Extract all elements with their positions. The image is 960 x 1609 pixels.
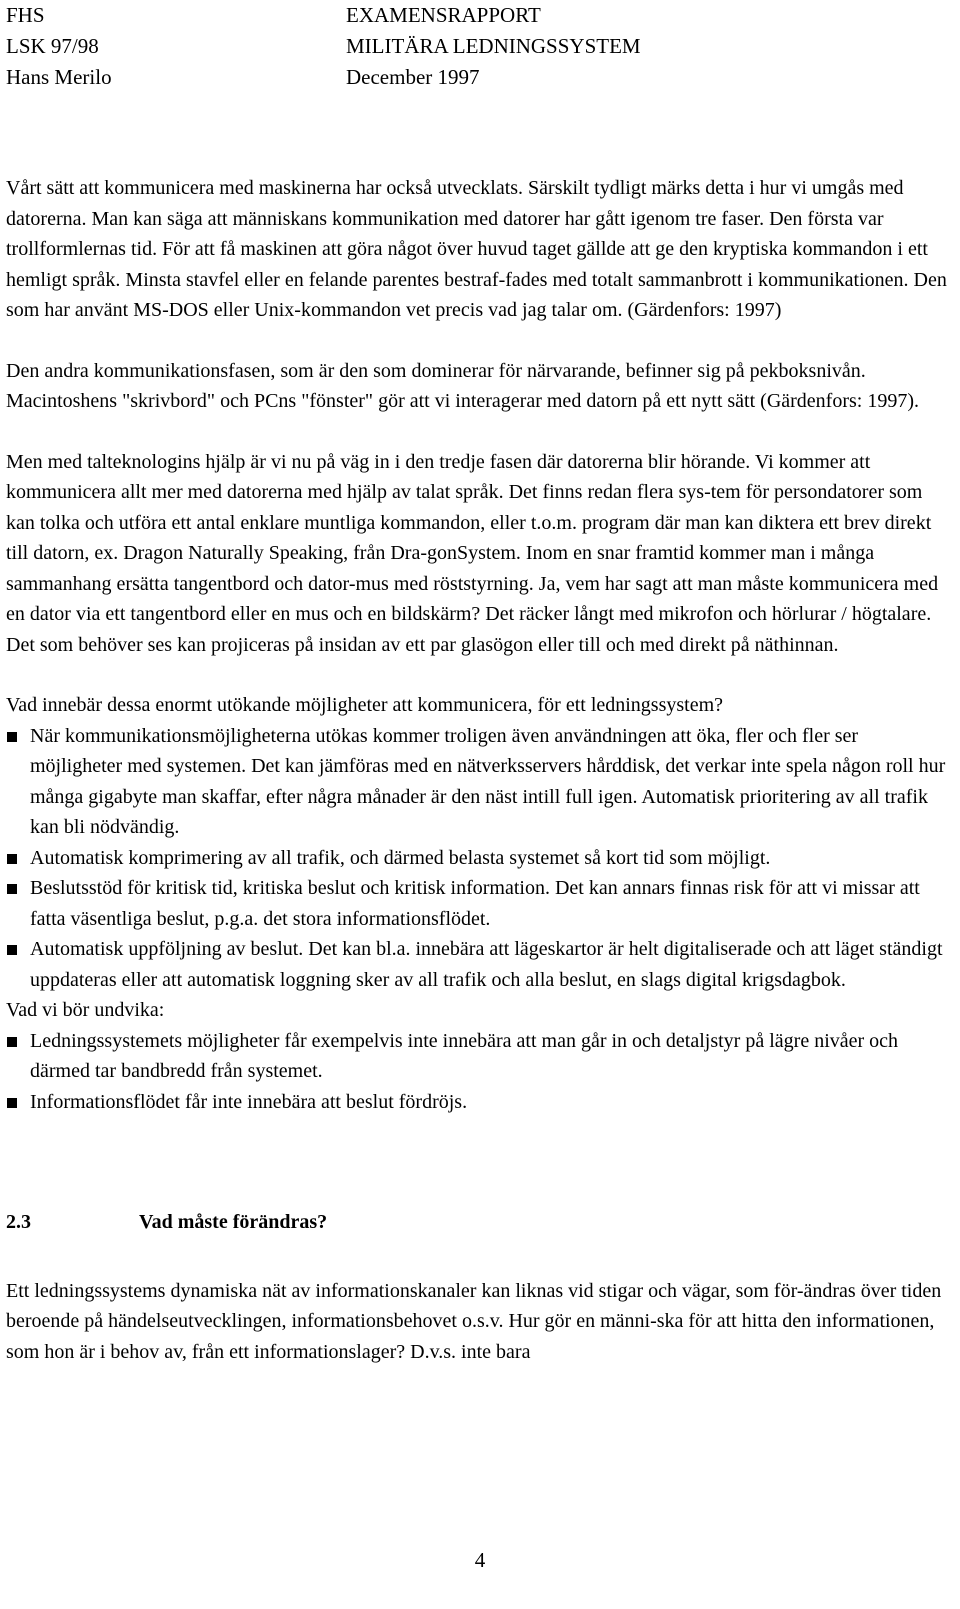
- header-report-type: EXAMENSRAPPORT: [346, 3, 541, 27]
- section-number: 2.3: [6, 1211, 31, 1233]
- list-item: [6, 1087, 948, 1118]
- square-bullet-icon: [6, 934, 30, 955]
- paragraph: Vårt sätt att kommunicera med maskinerna har också utvecklats. Särskilt tydligt märks detta i hur vi umgås med datorerna. Man kan säga att människans kommunikation med datorer har gått igenom tre faser. Den första var trollformlernas tid. För att få maskinen att göra något över huvud taget gällde att ge den kryptiska kommandon i ett hemligt språk. Minsta stavfel eller en felande parentes bestraf-fades med totalt sammanbrott i kommunikationen. Den som har använt MS-DOS eller Unix-kommandon vet precis vad jag talar om. (Gärdenfors: 1997): [6, 177, 947, 321]
- square-bullet-icon: [6, 1026, 30, 1047]
- bullet-list: [6, 1026, 948, 1118]
- header-school: FHS: [6, 3, 45, 27]
- list-item-text: Automatisk komprimering av all trafik, och därmed belasta systemet så kort tid som möjligt.: [30, 846, 771, 869]
- list-item-text: Ledningssystemets möjligheter får exempelvis inte innebära att man går in och detaljstyr på lägre nivåer och därmed tar bandbredd från systemet.: [30, 1029, 899, 1082]
- page-number: 4: [474, 1548, 486, 1572]
- square-bullet-icon: [6, 843, 30, 864]
- header-date: December 1997: [346, 65, 480, 89]
- square-bullet-icon: [6, 873, 30, 894]
- paragraph: Men med talteknologins hjälp är vi nu på väg in i den tredje fasen där datorerna blir hörande. Vi kommer att kommunicera allt mer med datorerna med hjälp av talat språk. Det finns redan flera sys-tem för persondatorer som kan tolka och utföra ett antal enklare muntliga kommandon, eller t.o.m. program där man kan diktera ett brev direkt till datorn, ex. Dragon Naturally Speaking, från Dra-gonSystem. Inom en snar framtid kommer man i många sammanhang ersätta tangentbord och dator-mus med röststyrning. Ja, vem har sagt att man måste kommunicera med en dator via ett tangentbord eller en mus och en bildskärm? Det räcker långt med mikrofon och hörlurar / högtalare. Det som behöver ses kan projiceras på insidan av ett par glasögon eller till och med direkt på näthinnan.: [6, 450, 939, 656]
- square-bullet-icon: [6, 721, 30, 742]
- header-report-title: MILITÄRA LEDNINGSSYSTEM: [346, 34, 641, 58]
- section-heading: [6, 1207, 948, 1238]
- list-item: [6, 721, 948, 843]
- section-title: Vad måste förändras?: [139, 1211, 328, 1233]
- header-course: LSK 97/98: [6, 34, 99, 58]
- paragraph: Vad innebär dessa enormt utökande möjligheter att kommunicera, för ett ledningssystem?: [6, 694, 724, 716]
- list-item-text: Automatisk uppföljning av beslut. Det kan bl.a. innebära att lägeskartor är helt digitaliserade och att läget ständigt uppdateras eller att automatisk loggning sker av all trafik och alla beslut, en slags digital krigsdagbok.: [30, 938, 943, 991]
- list-item: [6, 843, 948, 874]
- header-author: Hans Merilo: [6, 65, 112, 89]
- list-item: [6, 873, 948, 934]
- bullet-list: [6, 721, 948, 996]
- list-item: [6, 1026, 948, 1087]
- document-body: [6, 173, 948, 1367]
- list-item-text: Informationsflödet får inte innebära att beslut fördröjs.: [30, 1090, 468, 1113]
- paragraph: Den andra kommunikationsfasen, som är den som dominerar för närvarande, befinner sig på pekboksnivån. Macintoshens "skrivbord" och PCns "fönster" gör att vi interagerar med datorn på ett nytt sätt (Gärdenfors: 1997).: [6, 359, 919, 412]
- list-item-text: När kommunikationsmöjligheterna utökas kommer troligen även användningen att öka, fler och fler ser möjligheter med systemen. Det kan jämföras med en nätverksservers hårddisk, det verkar inte spela någon roll hur många gigabyte man skaffar, efter några månader är den näst intill full igen. Automatisk prioritering av all trafik kan bli nödvändig.: [30, 724, 946, 838]
- paragraph: Vad vi bör undvika:: [6, 999, 165, 1021]
- page-header: [6, 0, 926, 93]
- paragraph: Ett ledningssystems dynamiska nät av informationskanaler kan liknas vid stigar och vägar, som för-ändras över tiden beroende på händelseutvecklingen, informationsbehovet o.s.v. Hur gör en männi-ska för att hitta den informationen, som hon är i behov av, från ett informationslager? D.v.s. inte bara: [6, 1279, 942, 1363]
- square-bullet-icon: [6, 1087, 30, 1108]
- list-item-text: Beslutsstöd för kritisk tid, kritiska beslut och kritisk information. Det kan annars finnas risk för att vi missar att fatta väsentliga beslut, p.g.a. det stora informationsflödet.: [30, 877, 920, 930]
- list-item: [6, 934, 948, 995]
